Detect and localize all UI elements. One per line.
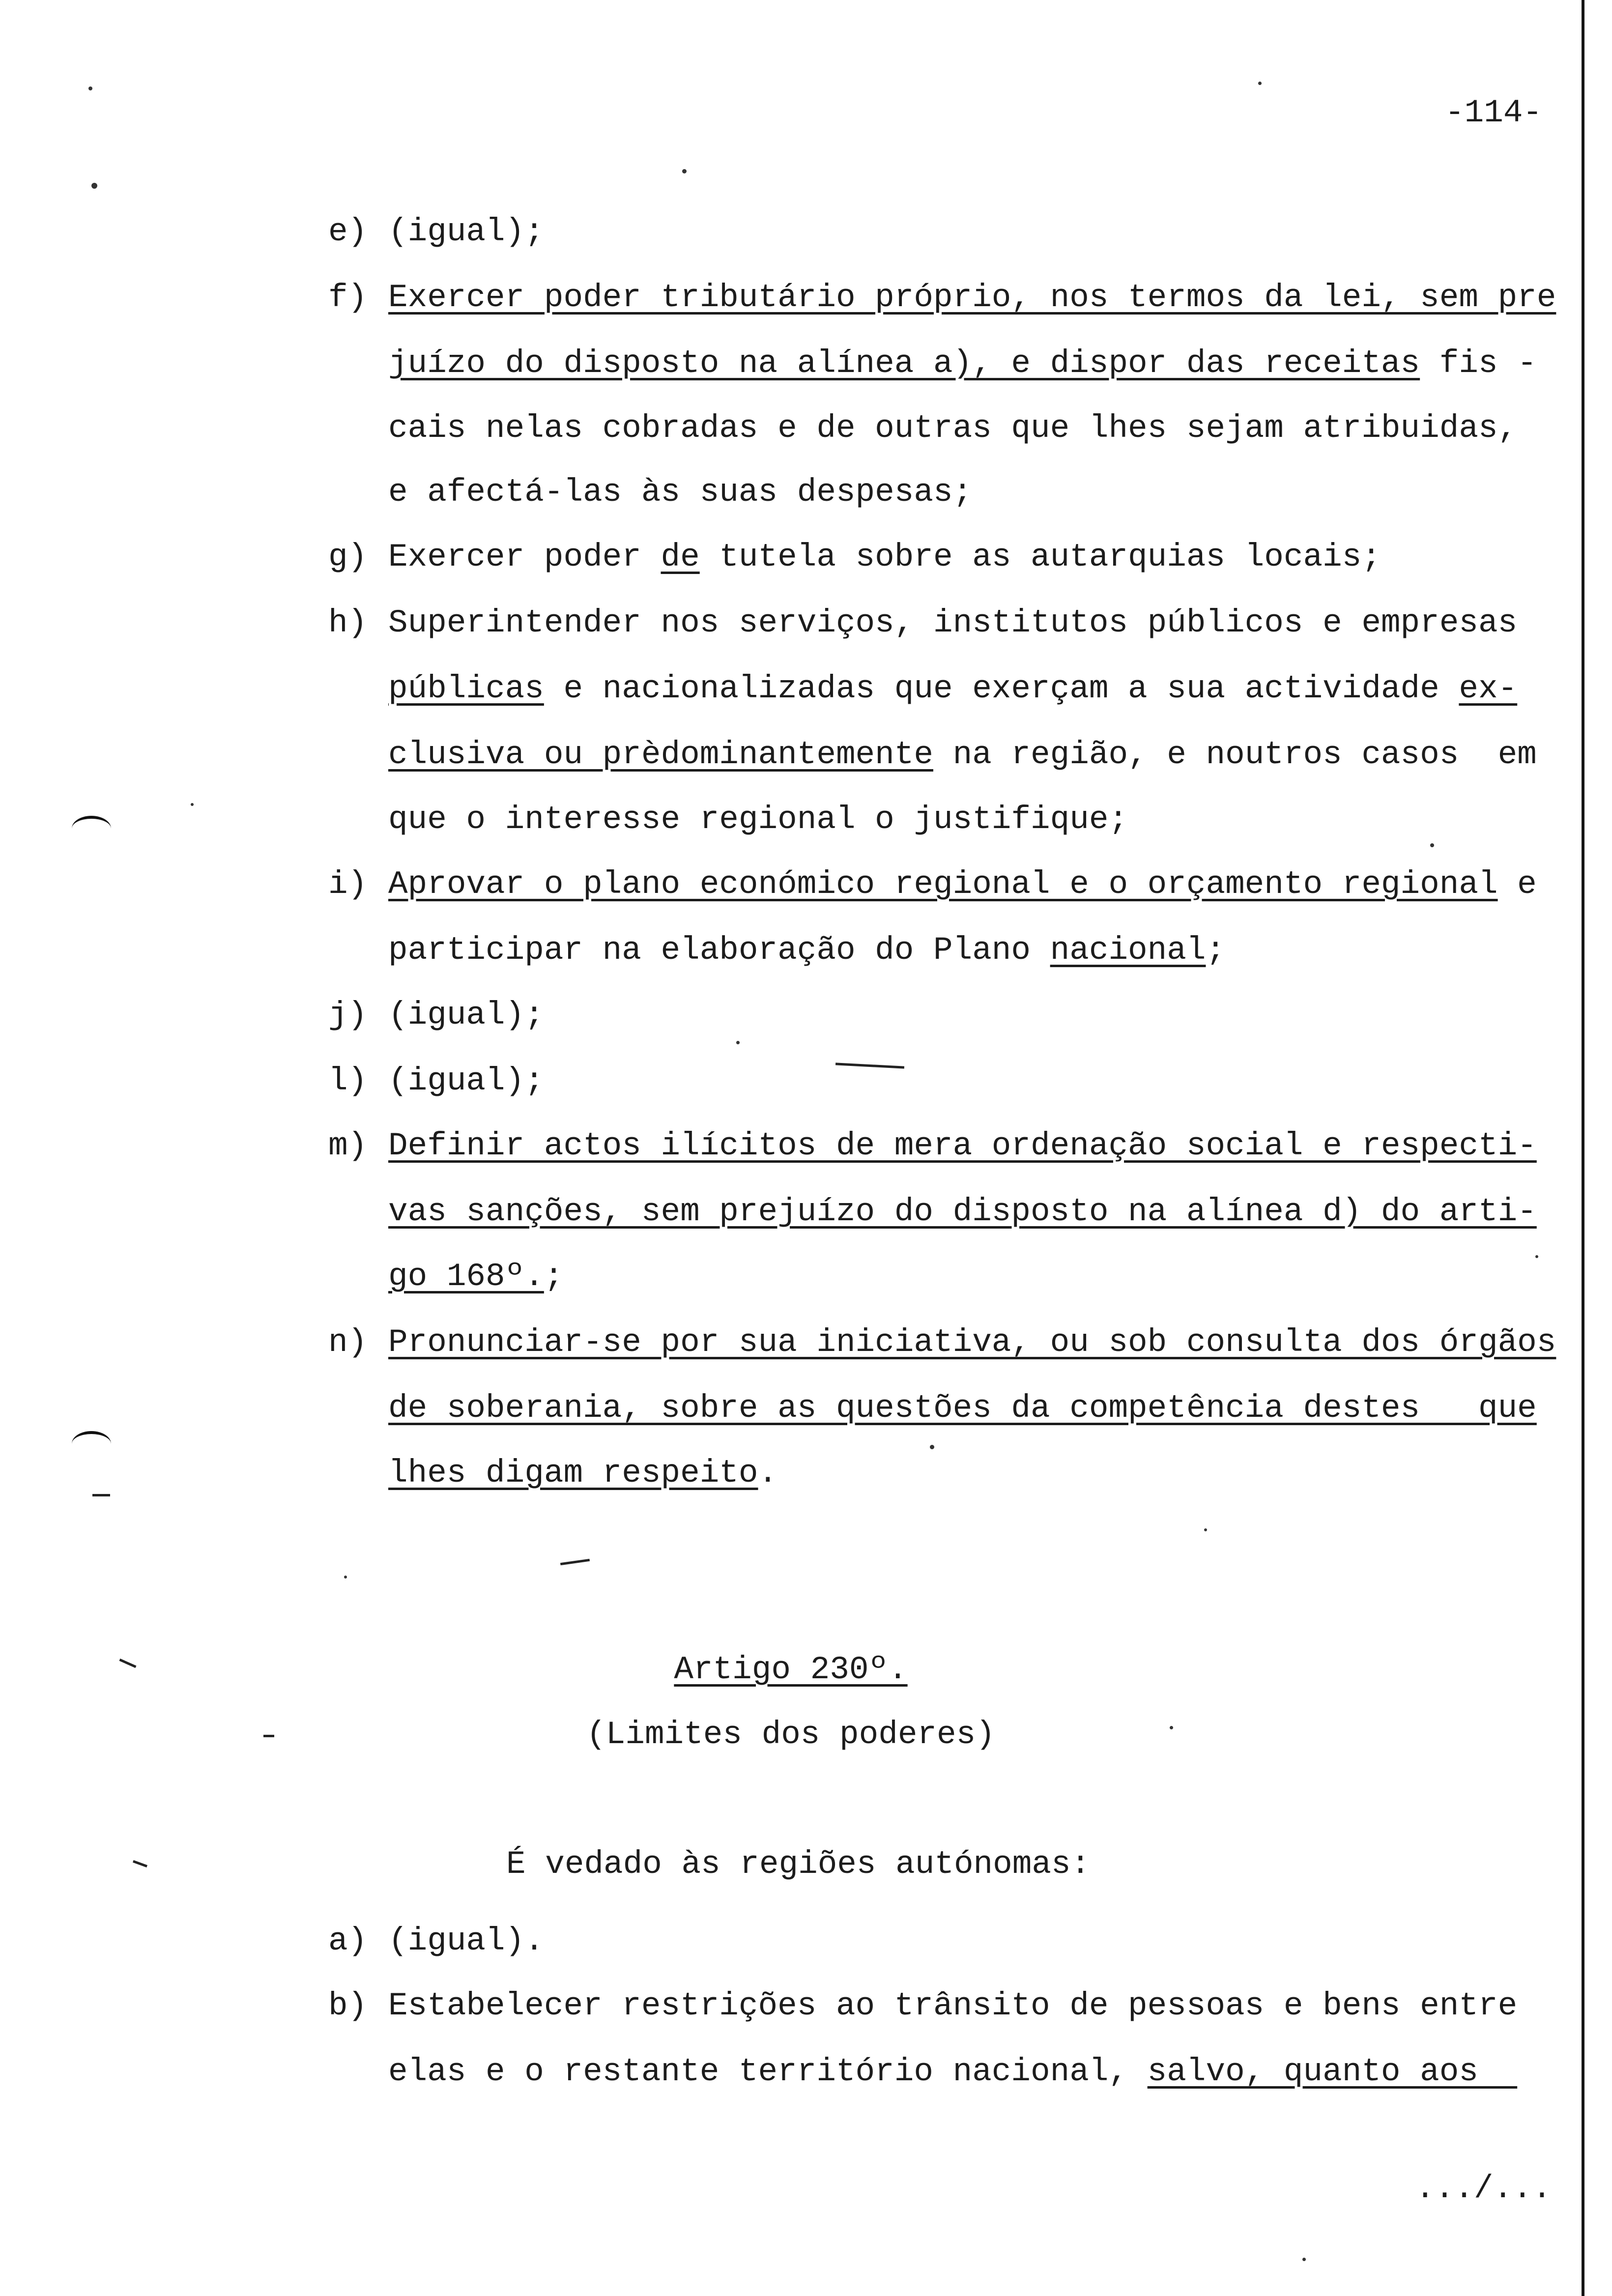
item-g-text-b: de	[661, 539, 700, 575]
item-h-line-2	[388, 669, 1517, 709]
item-j-text: (igual);	[388, 997, 544, 1033]
item-f-line-2	[388, 344, 1537, 383]
article-item-b-line-2-b: salvo, quanto aos	[1147, 2053, 1518, 2090]
item-i-line-2-c: ;	[1206, 932, 1226, 969]
speck	[1170, 1726, 1173, 1729]
item-f-line-2-underlined: juízo do disposto na alínea a), e dispor das receitas	[388, 345, 1420, 382]
speck	[1302, 2258, 1306, 2261]
stray-dash-mark	[263, 1735, 274, 1737]
item-h-line-3-b: na região, e noutros casos em	[933, 736, 1537, 773]
item-l-marker: l)	[328, 1062, 368, 1099]
item-m-line-3-b: ;	[544, 1258, 564, 1295]
item-m-line-2: vas sanções, sem prejuízo do disposto na alínea d) do arti-	[388, 1193, 1537, 1230]
item-i-line-1-b: e	[1497, 866, 1537, 903]
item-m-line-1: Definir actos ilícitos de mera ordenação social e respecti-	[388, 1127, 1537, 1164]
item-h-line-1: Superintender nos serviços, institutos públicos e empresas	[388, 604, 1518, 641]
speck	[682, 169, 687, 173]
speck	[1430, 843, 1434, 847]
item-e-marker: e)	[328, 213, 368, 250]
item-i-line-2	[388, 931, 1225, 970]
item-m-marker: m)	[328, 1127, 368, 1164]
item-e-text: (igual);	[388, 213, 544, 250]
item-g-text-a: Exercer poder	[388, 539, 661, 575]
article-item-a-text: (igual).	[388, 1923, 544, 1959]
article-item-b-line-2-a: elas e o restante território nacional,	[388, 2053, 1148, 2090]
item-g-text-c: tutela sobre as autarquias locais;	[699, 539, 1381, 575]
speck	[1258, 82, 1262, 85]
margin-arc-mark	[72, 1431, 111, 1457]
item-g-line-1	[388, 538, 1381, 577]
item-n-line-3-a: lhes digam respeito	[388, 1455, 758, 1492]
item-g-marker: g)	[328, 539, 368, 575]
article-heading	[0, 1650, 1582, 1690]
item-n-marker: n)	[328, 1324, 368, 1361]
item-f-line-1: Exercer poder tributário próprio, nos termos da lei, sem pre	[388, 279, 1556, 316]
item-j-marker: j)	[328, 997, 368, 1033]
item-i-marker: i)	[328, 866, 368, 903]
right-edge-rule	[1582, 0, 1584, 2296]
article-item-b-line-2	[388, 2052, 1517, 2092]
stray-dash-mark	[560, 1559, 590, 1565]
item-m-line-3-a: go 168º.	[388, 1258, 544, 1295]
item-h-line-3-a: clusiva ou prèdominantemente	[388, 736, 933, 773]
item-h-line-4: que o interesse regional o justifique;	[388, 801, 1128, 838]
continuation-mark: .../...	[1415, 2170, 1552, 2207]
item-m-line-3	[388, 1257, 563, 1296]
item-h-line-2-b: e nacionalizadas que exerçam a sua actividade	[544, 670, 1459, 707]
speck	[91, 183, 97, 189]
article-heading-text: Artigo 230º.	[674, 1651, 908, 1688]
article-item-a-marker: a)	[328, 1923, 368, 1959]
stray-dash-mark	[133, 1860, 147, 1867]
stray-dash-mark	[835, 1062, 904, 1068]
item-i-line-1-a: Aprovar o plano económico regional e o orçamento regional	[388, 866, 1498, 903]
margin-arc-mark	[72, 816, 111, 841]
item-h-line-2-c: ex-	[1459, 670, 1518, 707]
speck	[344, 1576, 347, 1578]
speck	[930, 1445, 934, 1449]
item-f-line-4: e afectá-las às suas despesas;	[388, 474, 973, 511]
speck	[736, 1041, 740, 1044]
page-number: -114-	[1445, 94, 1543, 131]
item-n-line-3-b: .	[758, 1455, 778, 1492]
item-i-line-2-a: participar na elaboração do Plano	[388, 932, 1050, 969]
item-n-line-3	[388, 1454, 777, 1493]
speck	[1204, 1528, 1207, 1531]
item-h-marker: h)	[328, 604, 368, 641]
item-h-line-2-a: públicas	[388, 670, 544, 707]
item-h-line-3	[388, 735, 1537, 775]
article-subtitle: (Limites dos poderes)	[586, 1716, 995, 1753]
item-l-text: (igual);	[388, 1062, 544, 1099]
article-intro: É vedado às regiões autónomas:	[506, 1846, 1091, 1883]
item-f-marker: f)	[328, 279, 368, 316]
speck	[1535, 1255, 1538, 1258]
item-i-line-2-b: nacional	[1050, 932, 1206, 969]
margin-dash-mark	[92, 1494, 110, 1496]
item-f-line-3: cais nelas cobradas e de outras que lhes sejam atribuidas,	[388, 410, 1518, 447]
item-n-line-2: de soberania, sobre as questões da competência destes que	[388, 1390, 1537, 1427]
speck	[191, 803, 194, 806]
item-f-line-2-rest: fis -	[1420, 345, 1537, 382]
speck	[88, 86, 92, 90]
item-n-line-1: Pronunciar-se por sua iniciativa, ou sob consulta dos órgãos	[388, 1324, 1556, 1361]
article-item-b-line-1: Estabelecer restrições ao trânsito de pessoas e bens entre	[388, 1987, 1518, 2024]
item-i-line-1	[388, 865, 1537, 904]
article-item-b-marker: b)	[328, 1987, 368, 2024]
